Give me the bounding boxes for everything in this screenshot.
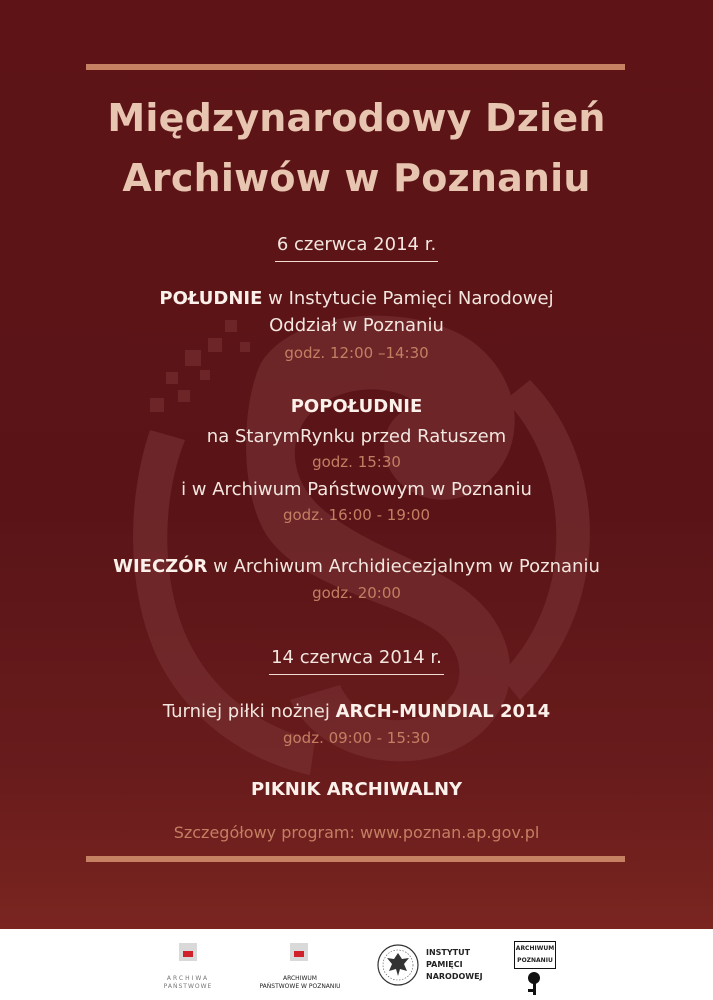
archiwum-caption-1: ARCHIWUM [283, 975, 317, 982]
date-day-2-row [0, 645, 713, 675]
tournament-name: ARCH-MUNDIAL 2014 [335, 701, 551, 722]
archiwum-caption-2: PAŃSTWOWE W POZNANIU [259, 983, 341, 990]
archiwum-square-icon [290, 943, 308, 961]
afternoon-hours-2: godz. 16:00 - 19:00 [282, 506, 431, 524]
archidiecezjalne-caption-2: POZNANIU [517, 957, 553, 964]
noon-place-line-2: Oddział w Poznaniu [269, 315, 444, 336]
program-link[interactable]: Szczegółowy program: www.poznan.ap.gov.pl [173, 823, 540, 842]
ipn-logo [376, 939, 496, 994]
afternoon-hours-1: godz. 15:30 [312, 453, 401, 471]
bottom-divider [86, 856, 625, 862]
ipn-caption-1: INSTYTUT [426, 948, 471, 957]
ipn-eagle-seal-icon [376, 943, 420, 987]
archiwum-archidiecezjalne-logo [512, 939, 558, 994]
footer-logos [0, 929, 713, 1000]
archiwa-caption-2: PAŃSTWOWE [163, 983, 213, 990]
date-day-1: 6 czerwca 2014 r. [275, 232, 438, 262]
noon-place-line-1: w Instytucie Pamięci Narodowej [268, 288, 554, 309]
afternoon-label: POPOŁUDNIE [290, 396, 423, 417]
noon-hours: godz. 12:00 –14:30 [284, 344, 429, 362]
ipn-caption-3: NARODOWEJ [426, 972, 483, 981]
noon-row [0, 286, 713, 312]
key-icon [520, 969, 550, 997]
archidiecezjalne-frame [514, 941, 556, 969]
archidiecezjalne-caption-1: ARCHIWUM [515, 945, 555, 952]
date-day-1-row [0, 232, 713, 262]
archiwa-panstwowe-logo [160, 939, 216, 994]
evening-place: w Archiwum Archidiecezjalnym w Poznaniu [213, 556, 600, 577]
title-line-2: Archiwów w Poznaniu [122, 156, 591, 200]
archiwa-caption-1: ARCHIWA [166, 975, 210, 982]
evening-row [0, 554, 713, 580]
tournament-prefix: Turniej piłki nożnej [162, 701, 330, 722]
archiwa-square-icon [179, 943, 197, 961]
top-divider [86, 64, 625, 70]
archiwum-poznan-logo [250, 939, 350, 994]
title-line-1: Międzynarodowy Dzień [107, 96, 606, 140]
picnic-label: PIKNIK ARCHIWALNY [250, 779, 463, 800]
evening-hours: godz. 20:00 [312, 584, 401, 602]
ipn-caption-2: PAMIĘCI [426, 960, 463, 969]
evening-label: WIECZÓR [113, 556, 208, 577]
afternoon-place-1: na StarymRynku przed Ratuszem [206, 426, 507, 447]
date-day-2: 14 czerwca 2014 r. [269, 645, 444, 675]
tournament-row [0, 699, 713, 725]
afternoon-place-2: i w Archiwum Państwowym w Poznaniu [181, 479, 532, 500]
tournament-hours: godz. 09:00 - 15:30 [282, 729, 431, 747]
noon-label: POŁUDNIE [159, 288, 263, 309]
